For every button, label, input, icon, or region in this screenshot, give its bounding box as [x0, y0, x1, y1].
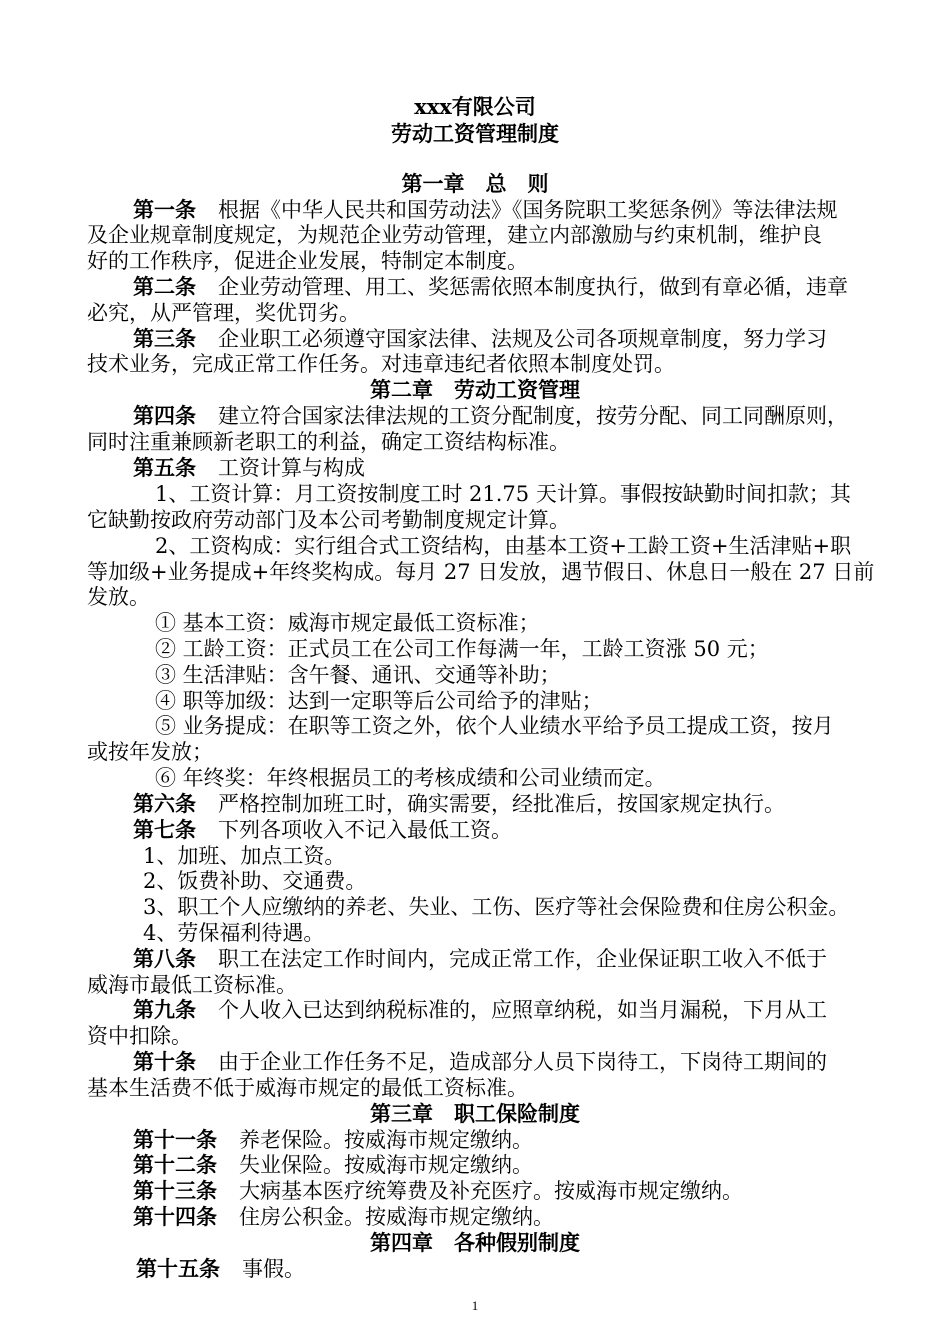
- wage-composition-line: 2、工资构成：实行组合式工资结构，由基本工资+工龄工资+生活津贴+职: [155, 534, 852, 558]
- article-label: 第八条: [133, 946, 196, 971]
- wage-composition-line: 发放。: [87, 585, 150, 609]
- article-2-first-line: [133, 274, 848, 300]
- article-11: [133, 1127, 533, 1153]
- article-1-first-line: [133, 197, 838, 223]
- article-label: 第四条: [133, 403, 196, 428]
- article-10-first-line: [133, 1049, 827, 1075]
- article-2-line: 必究，从严管理，奖优罚劣。: [87, 301, 360, 325]
- article-text: 住房公积金。按威海市规定缴纳。: [239, 1205, 554, 1229]
- article-text: 根据《中华人民共和国劳动法》《国务院职工奖惩条例》等法律法规: [218, 198, 838, 222]
- article-text: 事假。: [242, 1257, 305, 1281]
- article-label: 第七条: [133, 817, 196, 842]
- article-9-first-line: [133, 997, 827, 1023]
- article-text: 工资计算与构成: [218, 456, 365, 480]
- article-4-first-line: [133, 403, 848, 429]
- article-8-first-line: [133, 946, 827, 972]
- article-text: 下列各项收入不记入最低工资。: [218, 818, 512, 842]
- article-text: 职工在法定工作时间内，完成正常工作，企业保证职工收入不低于: [218, 947, 827, 971]
- article-label: 第十五条: [136, 1256, 220, 1281]
- wage-calc-line: 它缺勤按政府劳动部门及本公司考勤制度规定计算。: [87, 508, 570, 532]
- article-text: 严格控制加班工时，确实需要，经批准后，按国家规定执行。: [218, 792, 785, 816]
- article-label: 第十三条: [133, 1178, 217, 1203]
- article-3-first-line: [133, 326, 827, 352]
- article-10-line: 基本生活费不低于威海市规定的最低工资标准。: [87, 1076, 528, 1100]
- article-label: 第三条: [133, 326, 196, 351]
- wage-item: ⑥ 年终奖：年终根据员工的考核成绩和公司业绩而定。: [155, 766, 666, 790]
- article-text: 失业保险。按威海市规定缴纳。: [239, 1153, 533, 1177]
- exclusion-item: 2、饭费补助、交通费。: [143, 869, 367, 893]
- chapter-heading: 第四章 各种假别制度: [370, 1230, 580, 1255]
- article-label: 第十一条: [133, 1127, 217, 1152]
- article-7-first-line: [133, 817, 512, 843]
- article-text: 由于企业工作任务不足，造成部分人员下岗待工，下岗待工期间的: [218, 1050, 827, 1074]
- exclusion-item: 3、职工个人应缴纳的养老、失业、工伤、医疗等社会保险费和住房公积金。: [143, 895, 850, 919]
- article-9-line: 资中扣除。: [87, 1024, 192, 1048]
- article-text: 企业职工必须遵守国家法律、法规及公司各项规章制度，努力学习: [218, 327, 827, 351]
- article-text: 企业劳动管理、用工、奖惩需依照本制度执行，做到有章必循，违章: [218, 275, 848, 299]
- wage-item: ② 工龄工资：正式员工在公司工作每满一年，工龄工资涨 50 元；: [155, 637, 769, 661]
- article-label: 第六条: [133, 791, 196, 816]
- article-8-line: 威海市最低工资标准。: [87, 973, 297, 997]
- wage-item: ③ 生活津贴：含午餐、通讯、交通等补助；: [155, 663, 561, 687]
- article-1-line: 好的工作秩序，促进企业发展，特制定本制度。: [87, 249, 528, 273]
- article-text: 个人收入已达到纳税标准的，应照章纳税，如当月漏税，下月从工: [218, 998, 827, 1022]
- wage-composition-line: 等加级+业务提成+年终奖构成。每月 27 日发放，遇节假日、休息日一般在 27 日前: [87, 560, 875, 584]
- article-label: 第五条: [133, 455, 196, 480]
- article-label: 第十条: [133, 1049, 196, 1074]
- article-text: 大病基本医疗统筹费及补充医疗。按威海市规定缴纳。: [239, 1179, 743, 1203]
- article-12: [133, 1152, 533, 1178]
- chapter-heading: 第三章 职工保险制度: [370, 1101, 580, 1126]
- wage-item: ⑤ 业务提成：在职等工资之外，依个人业绩水平给予员工提成工资，按月: [155, 714, 834, 738]
- article-14: [133, 1204, 554, 1230]
- wage-item: ④ 职等加级：达到一定职等后公司给予的津贴；: [155, 689, 603, 713]
- wage-calc-line: 1、工资计算：月工资按制度工时 21.75 天计算。事假按缺勤时间扣款；其: [155, 482, 851, 506]
- chapter-heading: 第二章 劳动工资管理: [370, 377, 580, 402]
- article-label: 第二条: [133, 274, 196, 299]
- exclusion-item: 4、劳保福利待遇。: [143, 921, 325, 945]
- article-label: 第一条: [133, 197, 196, 222]
- article-6-first-line: [133, 791, 785, 817]
- document-title: 劳动工资管理制度: [391, 121, 559, 146]
- chapter-heading: 第一章 总 则: [401, 171, 549, 196]
- article-text: 养老保险。按威海市规定缴纳。: [239, 1128, 533, 1152]
- wage-item-continuation: 或按年发放；: [87, 740, 213, 764]
- article-13: [133, 1178, 743, 1204]
- page-number: 1: [471, 1298, 479, 1313]
- article-15: [136, 1256, 305, 1282]
- article-4-line: 同时注重兼顾新老职工的利益，确定工资结构标准。: [87, 430, 570, 454]
- article-3-line: 技术业务，完成正常工作任务。对违章违纪者依照本制度处罚。: [87, 352, 675, 376]
- article-1-line: 及企业规章制度规定，为规范企业劳动管理，建立内部激励与约束机制，维护良: [87, 223, 822, 247]
- exclusion-item: 1、加班、加点工资。: [143, 844, 346, 868]
- wage-item: ① 基本工资：威海市规定最低工资标准；: [155, 611, 540, 635]
- article-label: 第九条: [133, 997, 196, 1022]
- article-label: 第十二条: [133, 1152, 217, 1177]
- company-name: xxx有限公司: [414, 94, 536, 119]
- article-label: 第十四条: [133, 1204, 217, 1229]
- article-text: 建立符合国家法律法规的工资分配制度，按劳分配、同工同酬原则，: [218, 404, 848, 428]
- article-5-first-line: [133, 455, 365, 481]
